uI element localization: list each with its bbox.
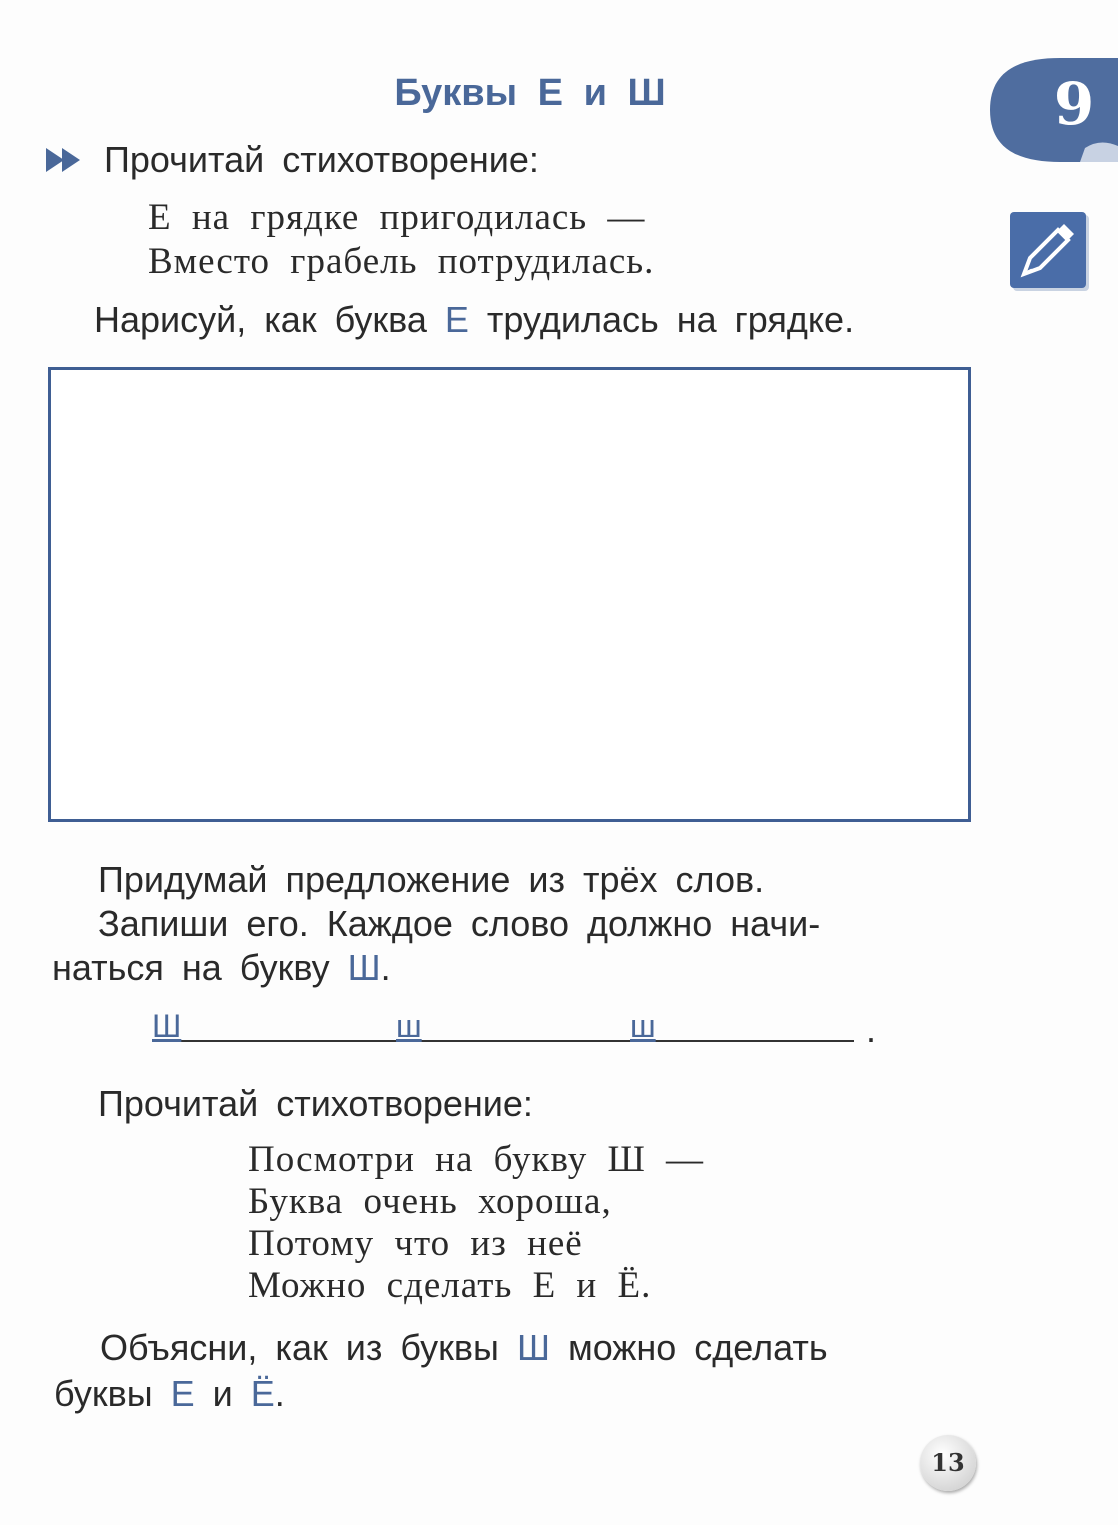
task5-text-2: можно сделать: [549, 1327, 828, 1368]
letter-yo: Ё: [250, 1373, 275, 1414]
letter-e: Е: [444, 299, 469, 340]
page-number: 13: [920, 1435, 976, 1491]
letter-sh: Ш: [347, 947, 381, 988]
word-stub-2: ш: [396, 1008, 422, 1044]
poem2-line3: Потому что из неё: [248, 1223, 583, 1264]
lesson-number: 9: [1053, 70, 1095, 138]
poem2-line1: Посмотри на букву Ш —: [248, 1139, 705, 1180]
task2-text-start: Нарисуй, как буква: [94, 299, 445, 340]
word-stub-1: Ш: [152, 1008, 182, 1044]
task5-text-4: и: [194, 1373, 251, 1414]
poem2-line2: Буква очень хороша,: [248, 1181, 612, 1222]
task5-text-5: .: [274, 1373, 285, 1414]
task5-line2: [54, 1372, 285, 1416]
task4-instruction: Прочитай стихотворение:: [98, 1083, 533, 1124]
poem1-line2: Вместо грабель потрудилась.: [148, 241, 655, 282]
poem1-line1: Е на грядке пригодилась —: [148, 197, 646, 238]
task3-line3: [52, 946, 391, 990]
answer-end-period: .: [866, 1009, 877, 1050]
task5-line1: [100, 1326, 828, 1370]
double-arrow-icon: [44, 146, 84, 174]
task3-line2: Запиши его. Каждое слово должно начи-: [98, 903, 821, 944]
task2-text-end: трудилась на грядке.: [468, 299, 855, 340]
page-title: Буквы Е и Ш: [394, 72, 666, 114]
task5-text-3: буквы: [54, 1373, 171, 1414]
answer-line[interactable]: [170, 1040, 854, 1042]
task2-instruction: [94, 298, 854, 342]
poem2-line4: Можно сделать Е и Ё.: [248, 1265, 652, 1306]
drawing-area[interactable]: [48, 367, 971, 822]
letter-e-2: Е: [170, 1373, 195, 1414]
pencil-icon: [1010, 212, 1086, 288]
task1-instruction: Прочитай стихотворение:: [104, 139, 539, 180]
word-stub-3: ш: [630, 1008, 656, 1044]
task5-text-1: Объясни, как из буквы: [100, 1327, 517, 1368]
task3-period: .: [380, 947, 391, 988]
letter-sh-2: Ш: [516, 1327, 550, 1368]
task3-line3-text: наться на букву: [52, 947, 348, 988]
task3-line1: Придумай предложение из трёх слов.: [98, 859, 765, 900]
